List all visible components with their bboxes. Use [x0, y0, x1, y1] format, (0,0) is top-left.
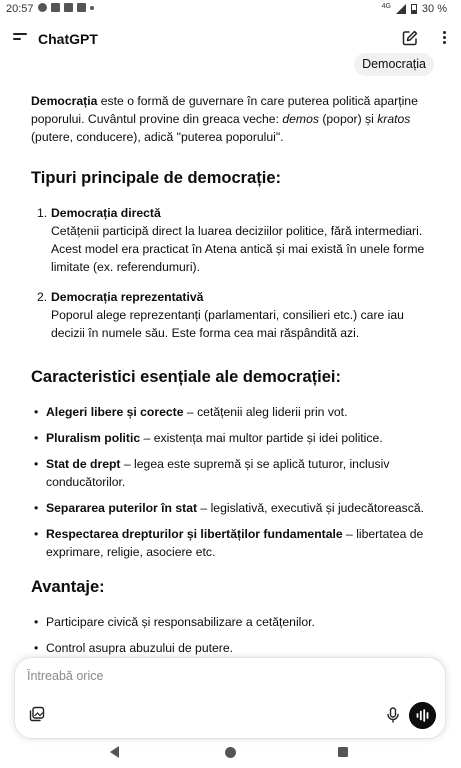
- list-item: [31, 525, 426, 561]
- dot-icon: [90, 6, 94, 10]
- list-number: 1.: [37, 206, 48, 220]
- gear-icon: [38, 3, 47, 12]
- advantage-text: Control asupra abuzului de putere.: [46, 641, 233, 655]
- notification-icons: [38, 3, 94, 12]
- intro-word-demos: demos: [282, 112, 319, 126]
- signal-icon: [396, 4, 406, 14]
- app-title: ChatGPT: [38, 31, 98, 47]
- advantage-text: Participare civică și responsabilizare a cetățenilor.: [46, 615, 315, 629]
- gmail-icon: [77, 3, 86, 12]
- battery-icon: [411, 4, 417, 14]
- feature-title: Pluralism politic: [46, 431, 141, 445]
- intro-text: (popor) și: [318, 112, 378, 126]
- feature-text: – libertatea de exprimare, religie, asociere etc.: [46, 527, 424, 559]
- voice-mode-button[interactable]: [409, 702, 436, 729]
- features-heading: Caracteristici esențiale ale democrației:: [31, 368, 341, 386]
- list-item: [31, 288, 426, 342]
- list-item: [31, 403, 426, 421]
- intro-term: Democrația: [31, 94, 98, 108]
- back-icon[interactable]: [110, 746, 120, 758]
- bullet: •: [34, 405, 39, 419]
- status-bar: [0, 0, 461, 18]
- microphone-icon[interactable]: [387, 707, 399, 723]
- intro-text: (putere, conducere), adică "puterea poporului".: [31, 130, 284, 144]
- feature-text: – legea este supremă și se aplică tuturor, inclusiv conducătorilor.: [46, 457, 390, 489]
- bullet: •: [34, 615, 39, 629]
- bullet: •: [34, 431, 39, 445]
- message-input[interactable]: [27, 669, 327, 683]
- user-message: Democrația: [354, 53, 434, 76]
- assistant-answer: [31, 92, 426, 683]
- bullet: •: [34, 527, 39, 541]
- list-item-text: Cetățenii participă direct la luarea deciziilor politice, fără intermediari. Acest model era practicat în Atena antică și mai există în unele forme limitate (ex. referendumuri).: [51, 224, 425, 274]
- new-chat-icon[interactable]: [401, 29, 419, 47]
- status-time: 20:57: [6, 3, 34, 15]
- list-item-title: Democrația directă: [51, 206, 161, 220]
- battery-level: 30 %: [421, 3, 447, 15]
- recents-icon[interactable]: [338, 747, 348, 757]
- bullet: •: [34, 501, 39, 515]
- more-options-icon[interactable]: [441, 29, 447, 47]
- list-item-text: Poporul alege reprezentanți (parlamentari, consilieri etc.) care iau decizii în numele său. Este forma cea mai răspândită azi.: [51, 308, 404, 340]
- list-item: [31, 204, 426, 276]
- system-navigation-bar: [0, 738, 461, 768]
- feature-text: – cetățenii aleg liderii prin vot.: [183, 405, 348, 419]
- home-icon[interactable]: [225, 747, 236, 758]
- list-item: [31, 429, 426, 447]
- app-bar: [0, 24, 461, 52]
- network-type: 4G: [381, 2, 391, 10]
- list-item: [31, 455, 426, 491]
- message-composer: [14, 657, 446, 739]
- list-number: 2.: [37, 290, 48, 304]
- attach-image-icon[interactable]: [29, 706, 45, 722]
- types-heading: Tipuri principale de democrație:: [31, 169, 282, 187]
- feature-title: Stat de drept: [46, 457, 121, 471]
- linkedin-icon: [51, 3, 60, 12]
- feature-title: Alegeri libere și corecte: [46, 405, 184, 419]
- list-item: [31, 613, 426, 631]
- list-item: [31, 499, 426, 517]
- menu-icon[interactable]: [13, 33, 27, 43]
- gmail-icon: [64, 3, 73, 12]
- feature-text: – legislativă, executivă și judecătorească.: [197, 501, 424, 515]
- feature-title: Separarea puterilor în stat: [46, 501, 198, 515]
- feature-text: – existența mai multor partide și idei politice.: [140, 431, 383, 445]
- intro-text: este o formă de guvernare în care puterea politică aparține poporului. Cuvântul provine din greaca veche:: [31, 94, 418, 126]
- bullet: •: [34, 457, 39, 471]
- list-item: [31, 639, 426, 657]
- feature-title: Respectarea drepturilor și libertăților fundamentale: [46, 527, 343, 541]
- intro-word-kratos: kratos: [377, 112, 411, 126]
- advantages-heading: Avantaje:: [31, 578, 105, 596]
- list-item-title: Democrația reprezentativă: [51, 290, 204, 304]
- intro-paragraph: [31, 92, 426, 146]
- bullet: •: [34, 641, 39, 655]
